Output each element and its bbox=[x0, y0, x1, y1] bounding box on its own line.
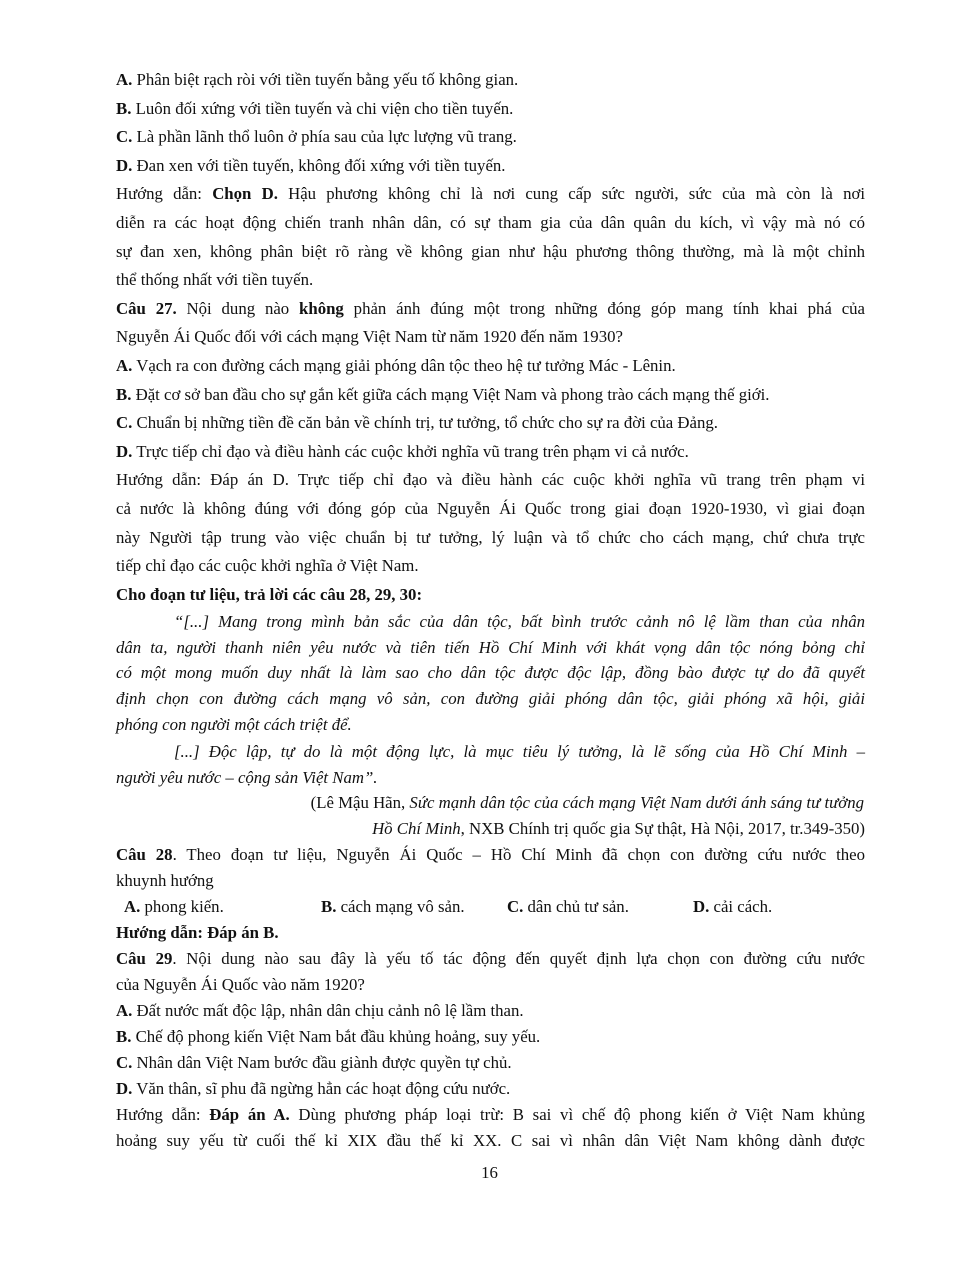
q29-option-c: C. Nhân dân Việt Nam bước đầu giành được quyền tự chủ. bbox=[116, 1053, 512, 1073]
q27-option-b: B. Đặt cơ sở ban đầu cho sự gắn kết giữa cách mạng Việt Nam và phong trào cách mạng thế giới. bbox=[116, 384, 770, 404]
q26-option-b: B. Luôn đối xứng với tiền tuyến và chi viện cho tiền tuyến. bbox=[116, 98, 514, 118]
document-page bbox=[116, 66, 865, 1154]
q27-option-c: C. Chuẩn bị những tiền đề căn bản về chính trị, tư tưởng, tổ chức cho sự ra đời của Đảng. bbox=[116, 413, 718, 433]
q29-guide: Hướng dẫn: Đáp án A. Dùng phương pháp loại trừ: B sai vì chế độ phong kiến ở Việt Nam khủng hoảng suy yếu từ cuối thế kỉ XIX đầu thế kỉ XX. C sai vì nhân dân Việt Nam không dành được bbox=[116, 1105, 865, 1151]
q29-stem: Câu 29. Nội dung nào sau đây là yếu tố tác động đến quyết định lựa chọn con đường cứu nước của Nguyễn Ái Quốc vào năm 1920? bbox=[116, 949, 865, 995]
q28-guide: Hướng dẫn: Đáp án B. bbox=[116, 923, 279, 943]
q26-option-a: A. Phân biệt rạch ròi với tiền tuyến bằng yếu tố không gian. bbox=[116, 70, 519, 89]
passage-source: (Lê Mậu Hãn, Sức mạnh dân tộc của cách mạng Việt Nam dưới ánh sáng tư tưởng Hồ Chí Minh, NXB Chính trị quốc gia Sự thật, Hà Nội, 2017, tr.349-350) bbox=[310, 793, 865, 839]
q26-guide: Hướng dẫn: Chọn D. Hậu phương không chỉ là nơi cung cấp sức người, sức của mà còn là nơi diễn ra các hoạt động chiến tranh nhân dân, có sự tham gia của dân quân du kích, vì vậy mà nó có sự đan xen, không phân biệt rõ ràng về không gian như hậu phương thông thường, mà là một chỉnh thể thống nhất với tiền tuyến. bbox=[116, 184, 865, 290]
q27-stem: Câu 27. Nội dung nào không phản ánh đúng một trong những đóng góp mang tính khai phá của Nguyễn Ái Quốc đối với cách mạng Việt Nam từ năm 1920 đến năm 1930? bbox=[116, 298, 866, 347]
q28-option-d: D. cải cách. bbox=[693, 897, 773, 917]
q26-option-c: C. Là phần lãnh thổ luôn ở phía sau của lực lượng vũ trang. bbox=[116, 127, 517, 147]
q28-option-c: C. dân chủ tư sản. bbox=[507, 897, 629, 917]
q27-option-a: A. Vạch ra con đường cách mạng giải phóng dân tộc theo hệ tư tưởng Mác - Lênin. bbox=[116, 355, 676, 375]
q28-option-a: A. phong kiến. bbox=[124, 897, 224, 917]
q28-stem: Câu 28. Theo đoạn tư liệu, Nguyễn Ái Quốc – Hồ Chí Minh đã chọn con đường cứu nước theo khuynh hướng bbox=[116, 845, 865, 891]
q27-option-d: D. Trực tiếp chỉ đạo và điều hành các cuộc khởi nghĩa vũ trang trên phạm vi cả nước. bbox=[116, 441, 689, 461]
q26-option-d: D. Đan xen với tiền tuyến, không đối xứng với tiền tuyến. bbox=[116, 155, 506, 175]
q29-option-b: B. Chế độ phong kiến Việt Nam bắt đầu khủng hoảng, suy yếu. bbox=[116, 1027, 541, 1047]
q28-option-b: B. cách mạng vô sản. bbox=[321, 897, 465, 917]
passage-quote: “[...] Mang trong mình bản sắc của dân tộc, bất bình trước cảnh nô lệ lầm than của nhân dân ta, người thanh niên yêu nước và tiên tiến Hồ Chí Minh với khát vọng dân tộc nóng bỏng chỉ có một mong muốn duy nhất là làm sao cho dân tộc được độc lập, đồng bào được tự do đã quyết định chọn con đường cách mạng vô sản, con đường giải phóng dân tộc, giải phóng xã hội, giải phóng con người một cách triệt để. [...] Độc lập, tự do là một động lực, là mục tiêu lý tưởng, là lẽ sống của Hồ Chí Minh – người yêu nước – cộng sản Việt Nam”. bbox=[116, 612, 865, 787]
passage-heading: Cho đoạn tư liệu, trả lời các câu 28, 29, 30: bbox=[116, 584, 423, 604]
q28-options bbox=[116, 894, 865, 920]
page-number: 16 bbox=[481, 1163, 498, 1182]
q29-option-a: A. Đất nước mất độc lập, nhân dân chịu cảnh nô lệ lầm than. bbox=[116, 1001, 524, 1021]
q29-option-d: D. Văn thân, sĩ phu đã ngừng hẳn các hoạt động cứu nước. bbox=[116, 1079, 511, 1099]
q27-guide: Hướng dẫn: Đáp án D. Trực tiếp chỉ đạo và điều hành các cuộc khởi nghĩa vũ trang trên phạm vi cả nước là không đúng với đóng góp của Nguyễn Ái Quốc trong giai đoạn 1920-1930, vì giai đoạn này Người tập trung vào việc chuẩn bị tư tưởng, lý luận và tổ chức cho cách mạng, chứ chưa trực tiếp chỉ đạo các cuộc khởi nghĩa ở Việt Nam. bbox=[116, 470, 865, 576]
